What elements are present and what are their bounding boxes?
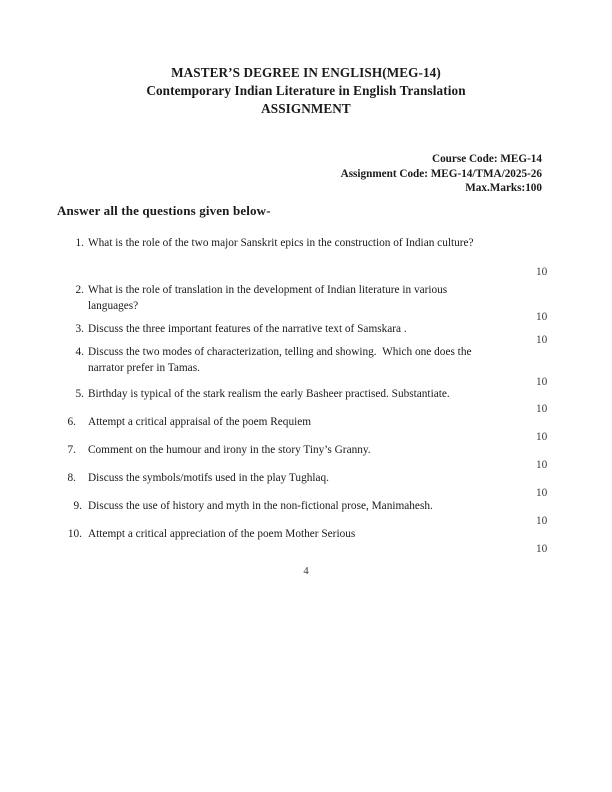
question-marks: 10: [536, 431, 548, 443]
question-number: 9.: [73, 500, 82, 512]
question-number: 1.: [75, 237, 84, 249]
question-marks: 10: [536, 487, 548, 499]
question-marks: 10: [536, 543, 548, 555]
question-marks: 10: [536, 266, 548, 278]
question-text: Birthday is typical of the stark realism the early Basheer practised. Substantiate.: [88, 388, 450, 400]
max-marks: Max.Marks:100: [465, 182, 542, 195]
assignment-code: Assignment Code: MEG-14/TMA/2025-26: [340, 167, 542, 180]
question-marks: 10: [536, 311, 548, 323]
instruction-heading: Answer all the questions given below-: [57, 203, 271, 218]
course-code: Course Code: MEG-14: [432, 153, 542, 165]
question-marks: 10: [536, 459, 548, 471]
question-list: [0, 232, 612, 562]
question-text: What is the role of translation in the development of Indian literature in various languages?: [88, 284, 451, 312]
course-info-block: [341, 152, 542, 196]
document-title: [0, 64, 612, 118]
question-number: 2.: [75, 284, 84, 296]
question-text: Attempt a critical appreciation of the poem Mother Serious: [88, 528, 356, 540]
page-number: 4: [303, 566, 309, 577]
question-text: Discuss the two modes of characterization, telling and showing. Which one does the narrator prefer in Tamas.: [88, 346, 475, 374]
question-text: Discuss the use of history and myth in the non-fictional prose, Manimahesh.: [88, 500, 433, 512]
title-line-course: Contemporary Indian Literature in English Translation: [146, 83, 466, 98]
question-marks: 10: [536, 334, 548, 346]
title-line-degree: MASTER’S DEGREE IN ENGLISH(MEG-14): [171, 65, 441, 80]
question-text: Comment on the humour and irony in the story Tiny’s Granny.: [88, 444, 371, 456]
question-text: Discuss the three important features of the narrative text of Samskara .: [88, 323, 407, 335]
question-text: What is the role of the two major Sanskrit epics in the construction of Indian culture?: [88, 237, 474, 249]
question-text: Attempt a critical appraisal of the poem Requiem: [88, 416, 312, 428]
question-number: 10.: [67, 528, 82, 540]
question-number: 3.: [75, 323, 84, 335]
question-number: 8.: [67, 472, 76, 484]
question-marks: 10: [536, 376, 548, 388]
question-number: 4.: [75, 346, 84, 358]
question-number: 5.: [75, 388, 84, 400]
question-number: 6.: [67, 416, 76, 428]
question-marks: 10: [536, 515, 548, 527]
question-marks: 10: [536, 403, 548, 415]
question-number: 7.: [67, 444, 76, 456]
title-line-assignment: ASSIGNMENT: [261, 101, 351, 116]
question-text: Discuss the symbols/motifs used in the play Tughlaq.: [88, 472, 330, 484]
